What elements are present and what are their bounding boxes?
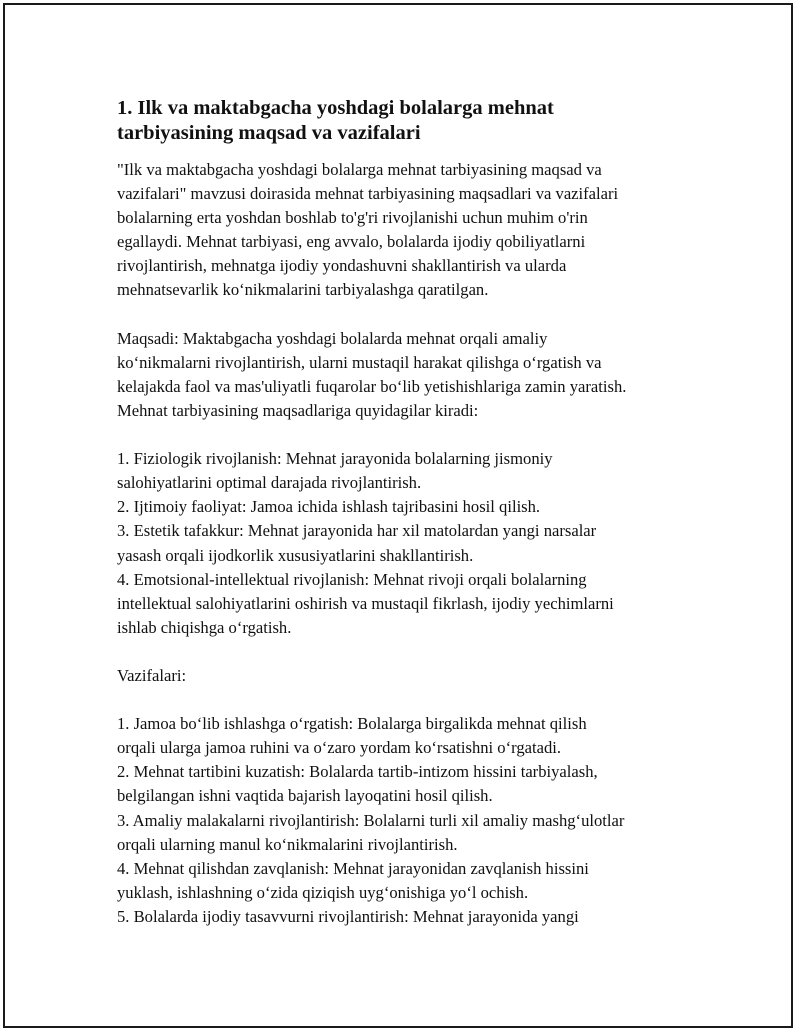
list-item-line: 3. Estetik tafakkur: Mehnat jarayonida har xil matolardan yangi narsalar <box>117 521 597 541</box>
title-line: tarbiyasining maqsad va vazifalari <box>117 122 421 144</box>
list-item-line: 3. Amaliy malakalarni rivojlantirish: Bolalarni turli xil amaliy mashg‘ulotlar <box>117 810 625 830</box>
list-item-line: belgilangan ishni vaqtida bajarish layoqatini hosil qilish. <box>117 786 493 806</box>
intro-paragraph <box>117 158 697 303</box>
text-line: Mehnat tarbiyasining maqsadlariga quyidagilar kiradi: <box>117 400 479 420</box>
goal-list <box>117 447 697 640</box>
list-item-line: 1. Jamoa bo‘lib ishlashga o‘rgatish: Bolalarga birgalikda mehnat qilish <box>117 714 587 734</box>
list-item-line: orqali ularning manul ko‘nikmalarini rivojlantirish. <box>117 834 458 854</box>
list-item-line: 2. Mehnat tartibini kuzatish: Bolalarda tartib-intizom hissini tarbiyalash, <box>117 762 598 782</box>
tasks-list <box>117 712 697 929</box>
list-item-line: ishlab chiqishga o‘rgatish. <box>117 617 292 637</box>
paragraph-gap <box>117 303 697 327</box>
text-line: ko‘nikmalarni rivojlantirish, ularni mustaqil harakat qilishga o‘rgatish va <box>117 352 602 372</box>
list-item-line: 5. Bolalarda ijodiy tasavvurni rivojlantirish: Mehnat jarayonida yangi <box>117 906 579 926</box>
document-title <box>117 96 697 146</box>
list-item-line: salohiyatlarini optimal darajada rivojlantirish. <box>117 473 422 493</box>
list-item-line: yuklash, ishlashning o‘zida qiziqish uyg‘onishiga yo‘l ochish. <box>117 882 529 902</box>
text-line: Maqsadi: Maktabgacha yoshdagi bolalarda mehnat orqali amaliy <box>117 328 548 348</box>
paragraph-gap <box>117 423 697 447</box>
title-line: 1. Ilk va maktabgacha yoshdagi bolalarga mehnat <box>117 97 554 119</box>
text-line: kelajakda faol va mas'uliyatli fuqarolar bo‘lib yetishishlariga zamin yaratish. <box>117 376 627 396</box>
goal-paragraph <box>117 327 697 423</box>
text-line: vazifalari" mavzusi doirasida mehnat tarbiyasining maqsadlari va vazifalari <box>117 184 619 204</box>
text-line: "Ilk va maktabgacha yoshdagi bolalarga mehnat tarbiyasining maqsad va <box>117 160 602 179</box>
document-body <box>117 96 697 929</box>
text-line: mehnatsevarlik ko‘nikmalarini tarbiyalashga qaratilgan. <box>117 280 489 300</box>
text-line: bolalarning erta yoshdan boshlab to'g'ri rivojlanishi uchun muhim o'rin <box>117 208 588 228</box>
paragraph-gap <box>117 640 697 664</box>
paragraph-gap <box>117 688 697 712</box>
list-item-line: 1. Fiziologik rivojlanish: Mehnat jarayonida bolalarning jismoniy <box>117 449 553 469</box>
list-item-line: 4. Mehnat qilishdan zavqlanish: Mehnat jarayonidan zavqlanish hissini <box>117 858 589 878</box>
list-item-line: 4. Emotsional-intellektual rivojlanish: Mehnat rivoji orqali bolalarning <box>117 569 587 589</box>
list-item-line: yasash orqali ijodkorlik xususiyatlarini shakllantirish. <box>117 545 474 565</box>
list-item-line: 2. Ijtimoiy faoliyat: Jamoa ichida ishlash tajribasini hosil qilish. <box>117 497 541 517</box>
text-line: rivojlantirish, mehnatga ijodiy yondashuvni shakllantirish va ularda <box>117 256 567 276</box>
list-item-line: orqali ularga jamoa ruhini va o‘zaro yordam ko‘rsatishni o‘rgatadi. <box>117 738 562 758</box>
tasks-heading: Vazifalari: <box>117 665 187 685</box>
list-item-line: intellektual salohiyatlarini oshirish va mustaqil fikrlash, ijodiy yechimlarni <box>117 593 614 613</box>
text-line: egallaydi. Mehnat tarbiyasi, eng avvalo, bolalarda ijodiy qobiliyatlarni <box>117 232 586 252</box>
